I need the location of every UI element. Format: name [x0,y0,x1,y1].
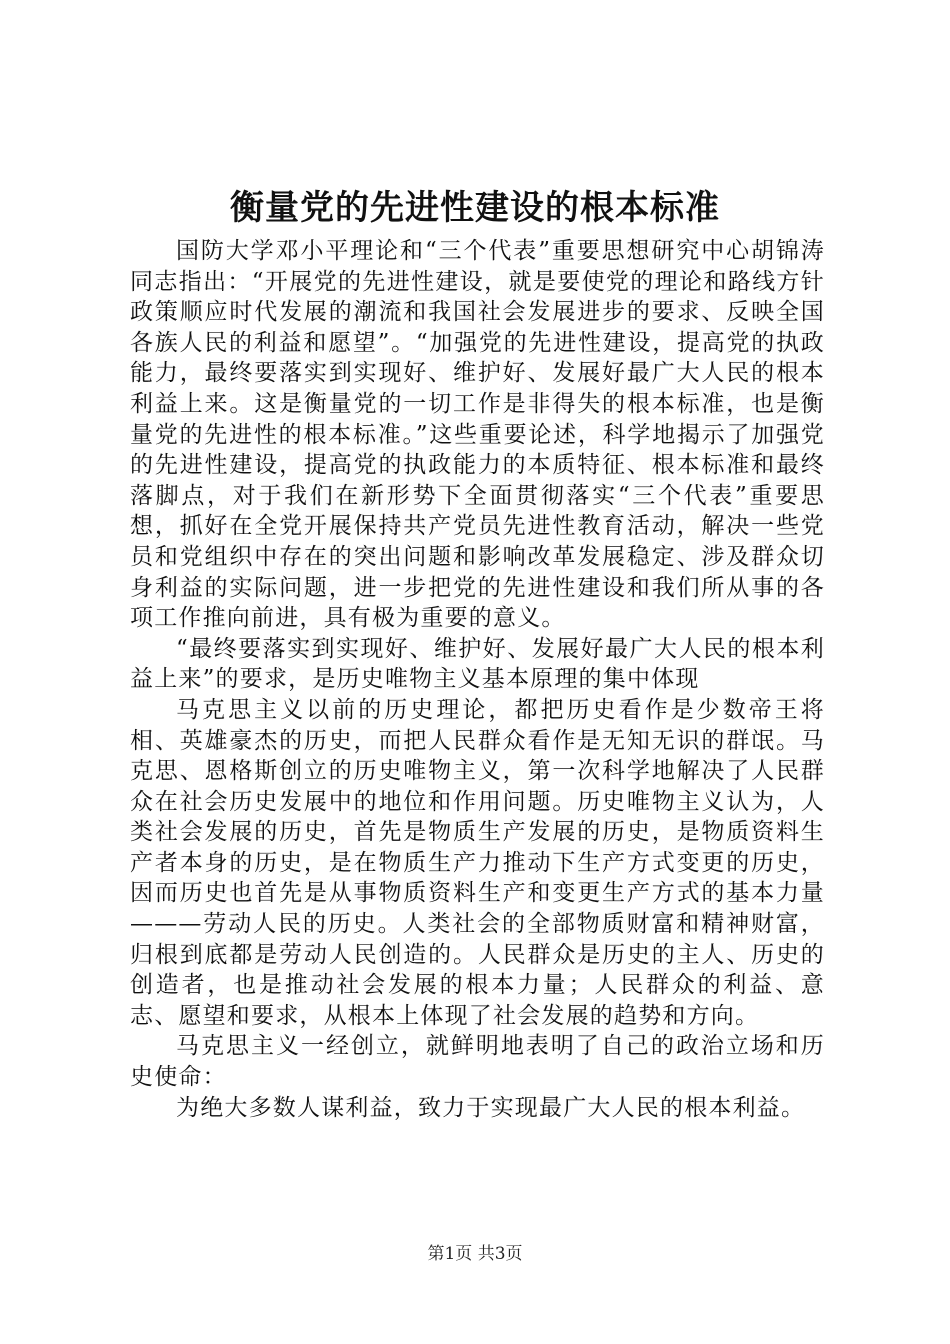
page-number-footer: 第1页 共3页 [427,1244,523,1264]
paragraph-5: 为绝大多数人谋利益，致力于实现最广大人民的根本利益。 [176,1094,806,1121]
paragraph-3: 马克思主义以前的历史理论，都把历史看作是少数帝王将相、英雄豪杰的历史，而把人民群众看作是无知无识的群氓。马克思、恩格斯创立的历史唯物主义，第一次科学地解决了人民群众在社会历史发展中的地位和作用问题。历史唯物主义认为，人类社会发展的历史，首先是物质生产发展的历史，是物质资料生产者本身的历史，是在物质生产力推动下生产方式变更的历史，因而历史也首先是从事物质资料生产和变更生产方式的基本力量———劳动人民的历史。人类社会的全部物质财富和精神财富，归根到底都是劳动人民创造的。人民群众是历史的主人、历史的创造者，也是推动社会发展的根本力量；人民群众的利益、意志、愿望和要求，从根本上体现了社会发展的趋势和方向。 [130,696,825,1029]
paragraph-4: 马克思主义一经创立，就鲜明地表明了自己的政治立场和历史使命： [130,1033,825,1091]
document-body [130,236,825,1123]
document-title: 衡量党的先进性建设的根本标准 [230,188,720,228]
paragraph-1: 国防大学邓小平理论和“三个代表”重要思想研究中心胡锦涛同志指出：“开展党的先进性建设，就是要使党的理论和路线方针政策顺应时代发展的潮流和我国社会发展进步的要求、反映全国各族人民的利益和愿望”。“加强党的先进性建设，提高党的执政能力，最终要落实到实现好、维护好、发展好最广大人民的根本利益上来。这是衡量党的一切工作是非得失的根本标准，也是衡量党的先进性的根本标准。”这些重要论述，科学地揭示了加强党的先进性建设，提高党的执政能力的本质特征、根本标准和最终落脚点，对于我们在新形势下全面贯彻落实“三个代表”重要思想，抓好在全党开展保持共产党员先进性教育活动，解决一些党员和党组织中存在的突出问题和影响改革发展稳定、涉及群众切身利益的实际问题，进一步把党的先进性建设和我们所从事的各项工作推向前进，具有极为重要的意义。 [130,238,825,632]
paragraph-2: “最终要落实到实现好、维护好、发展好最广大人民的根本利益上来”的要求，是历史唯物主义基本原理的集中体现 [130,635,825,693]
